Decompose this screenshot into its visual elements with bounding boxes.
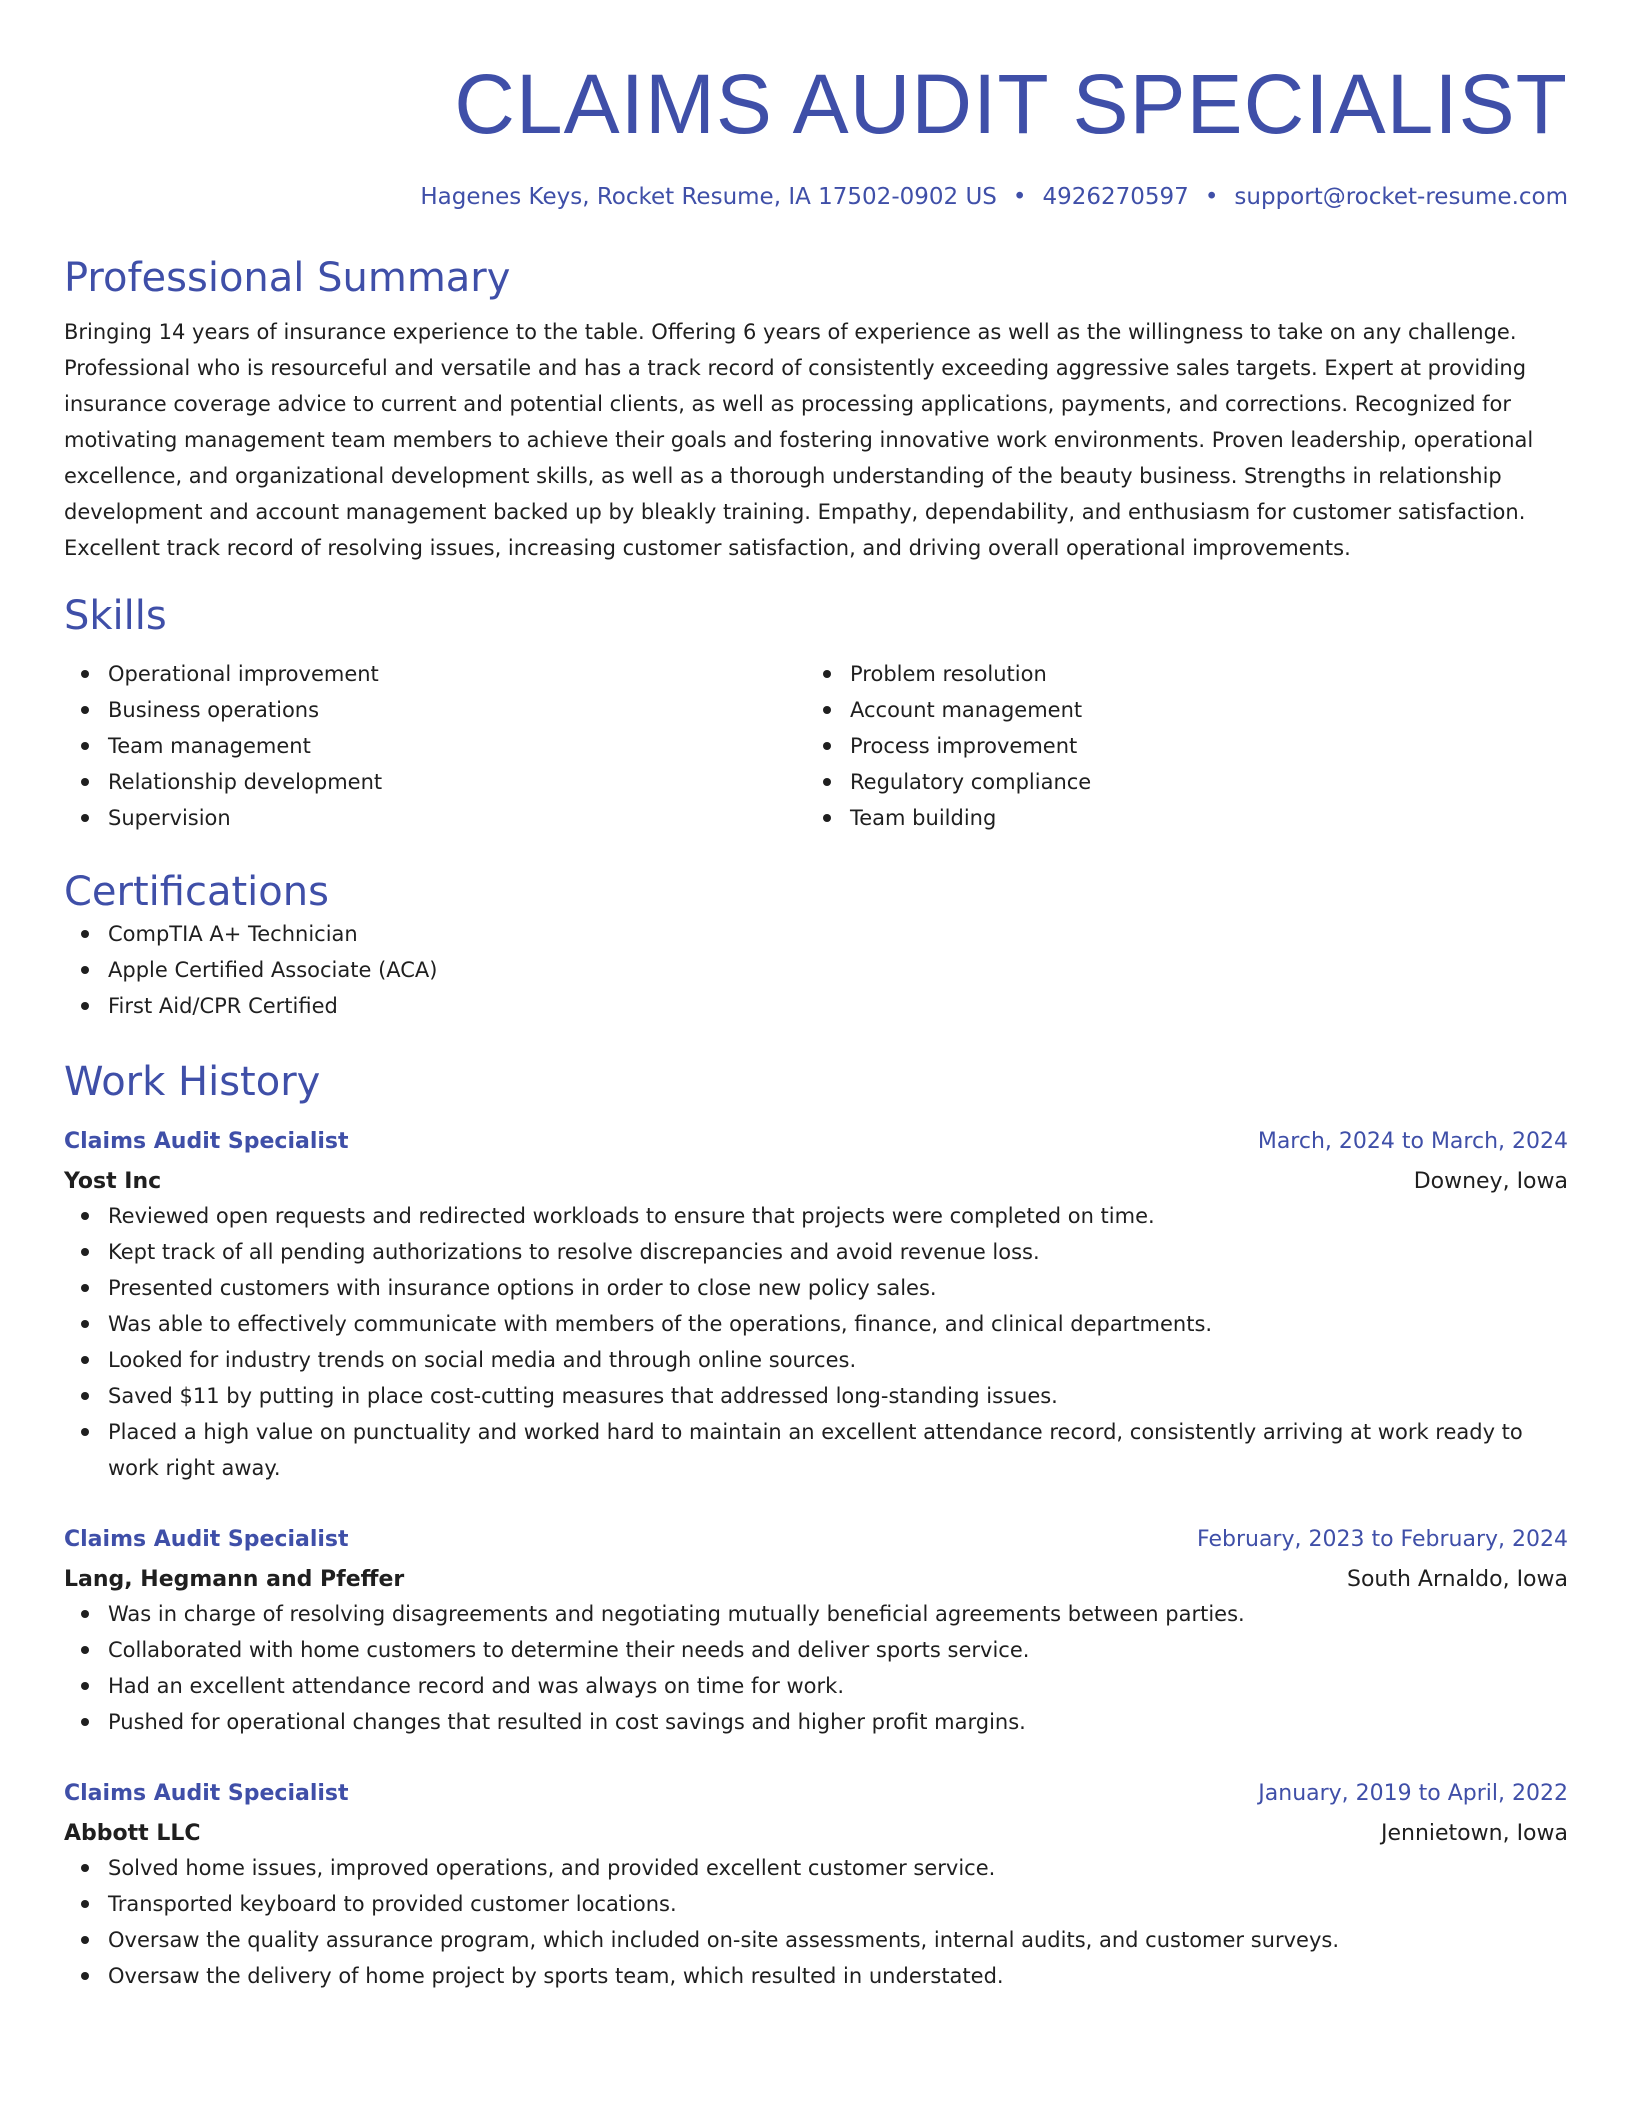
job-bullet: Was able to effectively communicate with members of the operations, finance, and clinical departments. xyxy=(64,1306,1568,1342)
job-bullet: Solved home issues, improved operations, and provided excellent customer service. xyxy=(64,1850,1568,1886)
contact-separator: • xyxy=(1204,184,1219,210)
summary-heading: Professional Summary xyxy=(64,255,511,301)
job-bullet: Presented customers with insurance options in order to close new policy sales. xyxy=(64,1270,1568,1306)
job-title: Claims Audit Specialist xyxy=(64,1527,349,1552)
certifications-heading: Certifications xyxy=(64,869,329,915)
contact-separator: • xyxy=(1012,184,1027,210)
job-bullet: Transported keyboard to provided customer locations. xyxy=(64,1886,1568,1922)
skill-item: Business operations xyxy=(64,692,806,728)
job-title: Claims Audit Specialist xyxy=(64,1129,349,1154)
skills-column-left xyxy=(64,656,806,836)
certification-item: CompTIA A+ Technician xyxy=(64,916,1568,952)
job-entry xyxy=(64,1524,1568,1740)
job-company: Yost Inc xyxy=(64,1169,162,1194)
job-bullets xyxy=(64,1198,1568,1486)
job-bullet: Saved $11 by putting in place cost-cutting measures that addressed long-standing issues. xyxy=(64,1378,1568,1414)
job-location: South Arnaldo, Iowa xyxy=(1346,1567,1568,1592)
job-location: Jennietown, Iowa xyxy=(1381,1821,1568,1846)
skills-heading: Skills xyxy=(64,593,167,639)
job-company: Abbott LLC xyxy=(64,1821,201,1846)
job-dates: March, 2024 to March, 2024 xyxy=(1257,1129,1568,1154)
work-history-heading: Work History xyxy=(64,1059,321,1105)
skills-list xyxy=(64,656,1568,836)
certifications-list xyxy=(64,916,1568,1024)
skill-item: Process improvement xyxy=(806,728,1548,764)
skill-item: Account management xyxy=(806,692,1548,728)
job-bullet: Looked for industry trends on social media and through online sources. xyxy=(64,1342,1568,1378)
skill-item: Regulatory compliance xyxy=(806,764,1548,800)
job-bullet: Oversaw the delivery of home project by sports team, which resulted in understated. xyxy=(64,1958,1568,1994)
contact-email[interactable]: support@rocket-resume.com xyxy=(1234,184,1568,210)
skill-item: Supervision xyxy=(64,800,806,836)
resume-name: CLAIMS AUDIT SPECIALIST xyxy=(454,57,1568,151)
contact-phone: 4926270597 xyxy=(1042,184,1189,210)
job-entry xyxy=(64,1126,1568,1486)
skills-column-right xyxy=(806,656,1548,836)
job-bullet: Had an excellent attendance record and was always on time for work. xyxy=(64,1668,1568,1704)
job-dates: January, 2019 to April, 2022 xyxy=(1258,1781,1568,1806)
job-bullet: Was in charge of resolving disagreements and negotiating mutually beneficial agreements between parties. xyxy=(64,1596,1568,1632)
job-bullets xyxy=(64,1596,1568,1740)
job-bullet: Kept track of all pending authorizations to resolve discrepancies and avoid revenue loss. xyxy=(64,1234,1568,1270)
skill-item: Problem resolution xyxy=(806,656,1548,692)
certification-item: Apple Certified Associate (ACA) xyxy=(64,952,1568,988)
job-company: Lang, Hegmann and Pfeffer xyxy=(64,1567,405,1592)
job-bullets xyxy=(64,1850,1568,1994)
job-bullet: Placed a high value on punctuality and worked hard to maintain an excellent attendance record, consistently arriving at work ready to work right away. xyxy=(64,1414,1568,1486)
summary-text: Bringing 14 years of insurance experience to the table. Offering 6 years of experience as well as the willingness to take on any challenge. Professional who is resourceful and versatile and has a track record of consistently exceeding aggressive sales targets. Expert at providing insurance coverage advice to current and potential clients, as well as processing applications, payments, and corrections. Recognized for motivating management team members to achieve their goals and fostering innovative work environments. Proven leadership, operational excellence, and organizational development skills, as well as a thorough understanding of the beauty business. Strengths in relationship development and account management backed up by bleakly training. Empathy, dependability, and enthusiasm for customer satisfaction. Excellent track record of resolving issues, increasing customer satisfaction, and driving overall operational improvements. xyxy=(64,320,1534,560)
contact-address: Hagenes Keys, Rocket Resume, IA 17502-0902 US xyxy=(420,184,997,210)
skill-item: Relationship development xyxy=(64,764,806,800)
resume-page xyxy=(64,0,1568,1994)
certification-item: First Aid/CPR Certified xyxy=(64,988,1568,1024)
contact-line xyxy=(64,182,1568,212)
job-entry xyxy=(64,1778,1568,1994)
job-dates: February, 2023 to February, 2024 xyxy=(1197,1527,1568,1552)
job-bullet: Oversaw the quality assurance program, which included on-site assessments, internal audits, and customer surveys. xyxy=(64,1922,1568,1958)
job-bullet: Pushed for operational changes that resulted in cost savings and higher profit margins. xyxy=(64,1704,1568,1740)
skill-item: Operational improvement xyxy=(64,656,806,692)
job-title: Claims Audit Specialist xyxy=(64,1781,349,1806)
job-location: Downey, Iowa xyxy=(1413,1169,1568,1194)
job-bullet: Reviewed open requests and redirected workloads to ensure that projects were completed on time. xyxy=(64,1198,1568,1234)
skill-item: Team management xyxy=(64,728,806,764)
skill-item: Team building xyxy=(806,800,1548,836)
job-bullet: Collaborated with home customers to determine their needs and deliver sports service. xyxy=(64,1632,1568,1668)
